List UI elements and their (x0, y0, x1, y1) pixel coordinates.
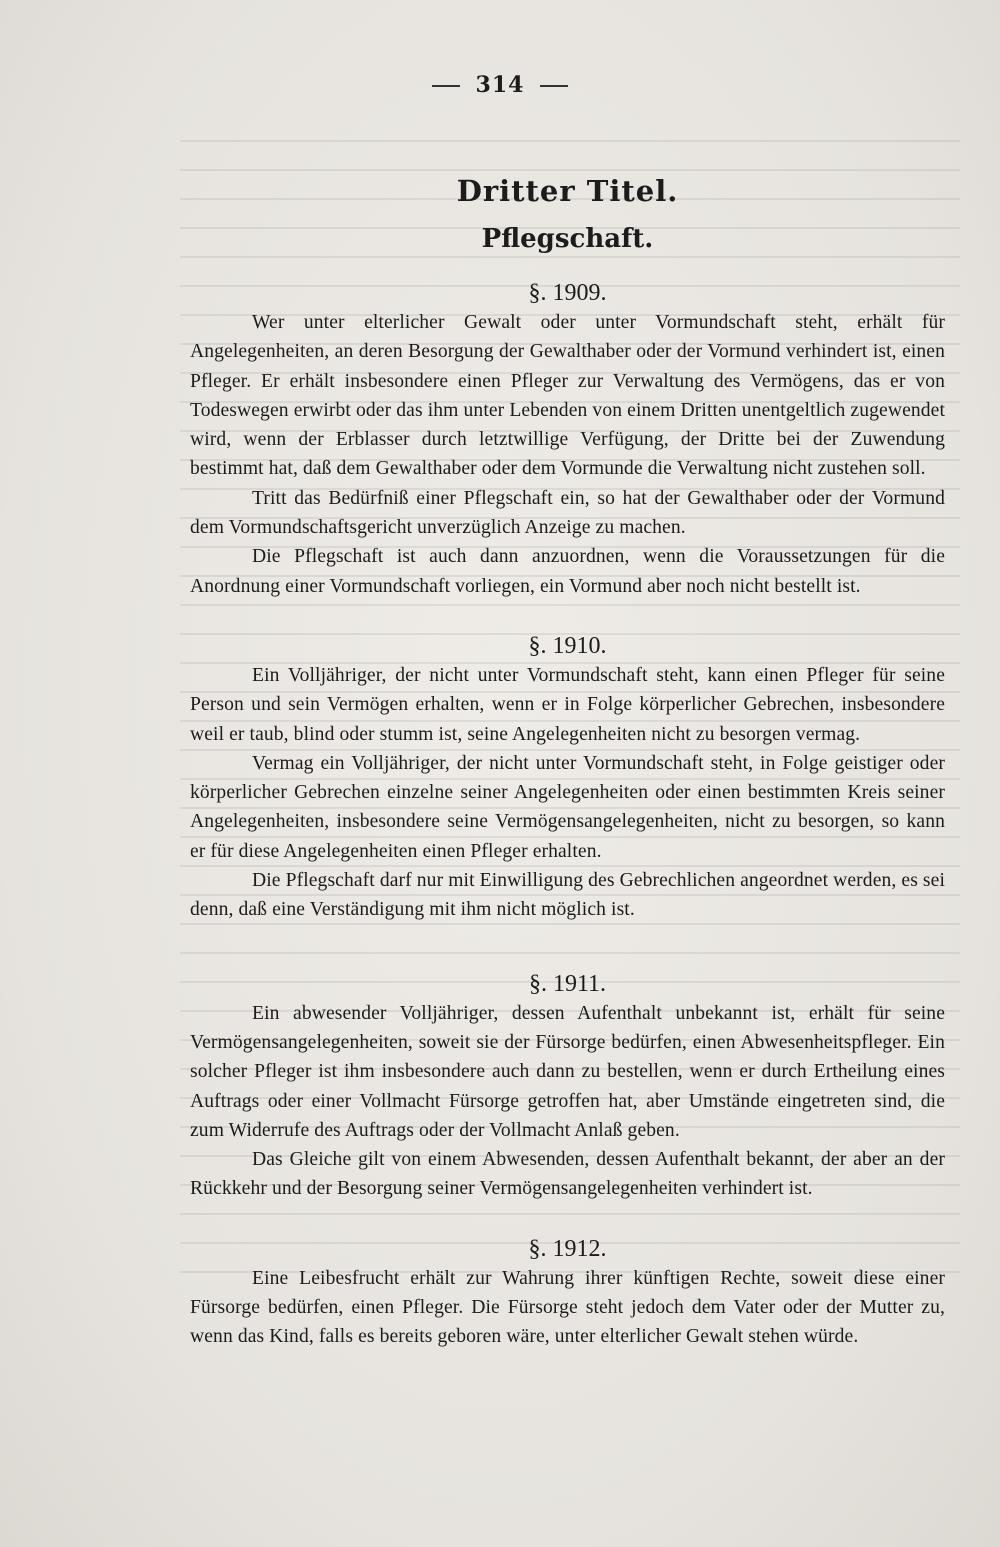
paragraph: Die Pflegschaft darf nur mit Einwilligung des Gebrechlichen angeordnet werden, es sei denn, daß eine Verständigung mit ihm nicht möglich ist. (190, 870, 945, 921)
section-heading-1911: §. 1911. (528, 970, 607, 997)
title-heading: Dritter Titel. (456, 174, 679, 208)
paragraph: Ein abwesender Volljähriger, dessen Aufenthalt unbekannt ist, erhält für seine Vermögensangelegenheiten, soweit sie der Fürsorge bedürfen, einen Abwesenheitspfleger. Ein solcher Pfleger ist ihm insbesondere auch dann zu bestellen, wenn er durch Ertheilung eines Auftrags oder einer Vollmacht Fürsorge getroffen hat, aber Umstände eingetreten sind, die zum Widerrufe des Auftrags oder der Vollmacht Anlaß geben. (190, 1002, 945, 1141)
paragraph: Die Pflegschaft ist auch dann anzuordnen, wenn die Voraussetzungen für die Anordnung einer Vormundschaft vorliegen, ein Vormund aber noch nicht bestellt ist. (190, 546, 945, 597)
paragraph: Ein Volljähriger, der nicht unter Vormundschaft steht, kann einen Pfleger für seine Person und sein Vermögen erhalten, wenn er in Folge körperlicher Gebrechen, insbesondere weil er taub, blind oder stumm ist, seine Angelegenheiten nicht zu besorgen vermag. (190, 664, 945, 745)
page-content (190, 170, 945, 1352)
paragraph: Vermag ein Volljähriger, der nicht unter Vormundschaft steht, in Folge geistiger oder körperlicher Gebrechen einzelne seiner Angelegenheiten oder einen bestimmten Kreis seiner Angelegenheiten, insbesondere seine Vermögensangelegenheiten, nicht zu besorgen, so kann er für diese Angelegenheiten einen Pfleger erhalten. (190, 752, 945, 862)
subtitle-heading: Pflegschaft. (481, 224, 654, 254)
page-number: 314 (475, 72, 525, 98)
paragraph: Wer unter elterlicher Gewalt oder unter Vormundschaft steht, erhält für Angelegenheiten, an deren Besorgung der Gewalthaber oder der Vormund verhindert ist, einen Pfleger. Er erhält insbesondere einen Pfleger zur Verwaltung des Vermögens, das er von Todeswegen erwirbt oder das ihm unter Lebenden von einem Dritten unentgeltlich zugewendet wird, wenn der Erblasser durch letztwillige Verfügung, der Dritte bei der Zuwendung bestimmt hat, daß dem Gewalthaber oder dem Vormunde die Verwaltung nicht zustehen soll. (190, 312, 945, 480)
paragraph: Tritt das Bedürfniß einer Pflegschaft ein, so hat der Gewalthaber oder der Vormund dem Vormundschaftsgericht unverzüglich Anzeige zu machen. (190, 487, 945, 539)
section-heading-1912: §. 1912. (528, 1235, 607, 1262)
paragraph: Das Gleiche gilt von einem Abwesenden, dessen Aufenthalt bekannt, der aber an der Rückkehr und der Besorgung seiner Vermögensangelegenheiten verhindert ist. (190, 1149, 945, 1200)
paragraph: Eine Leibesfrucht erhält zur Wahrung ihrer künftigen Rechte, soweit diese einer Fürsorge bedürfen, einen Pfleger. Die Fürsorge steht jedoch dem Vater oder der Mutter zu, wenn das Kind, falls es bereits geboren wäre, unter elterlicher Gewalt stehen würde. (190, 1267, 945, 1348)
section-heading-1910: §. 1910. (528, 632, 607, 659)
page-number-header (0, 72, 1000, 98)
section-heading-1909: §. 1909. (528, 280, 607, 306)
left-dash (432, 85, 460, 87)
right-dash (540, 85, 568, 87)
